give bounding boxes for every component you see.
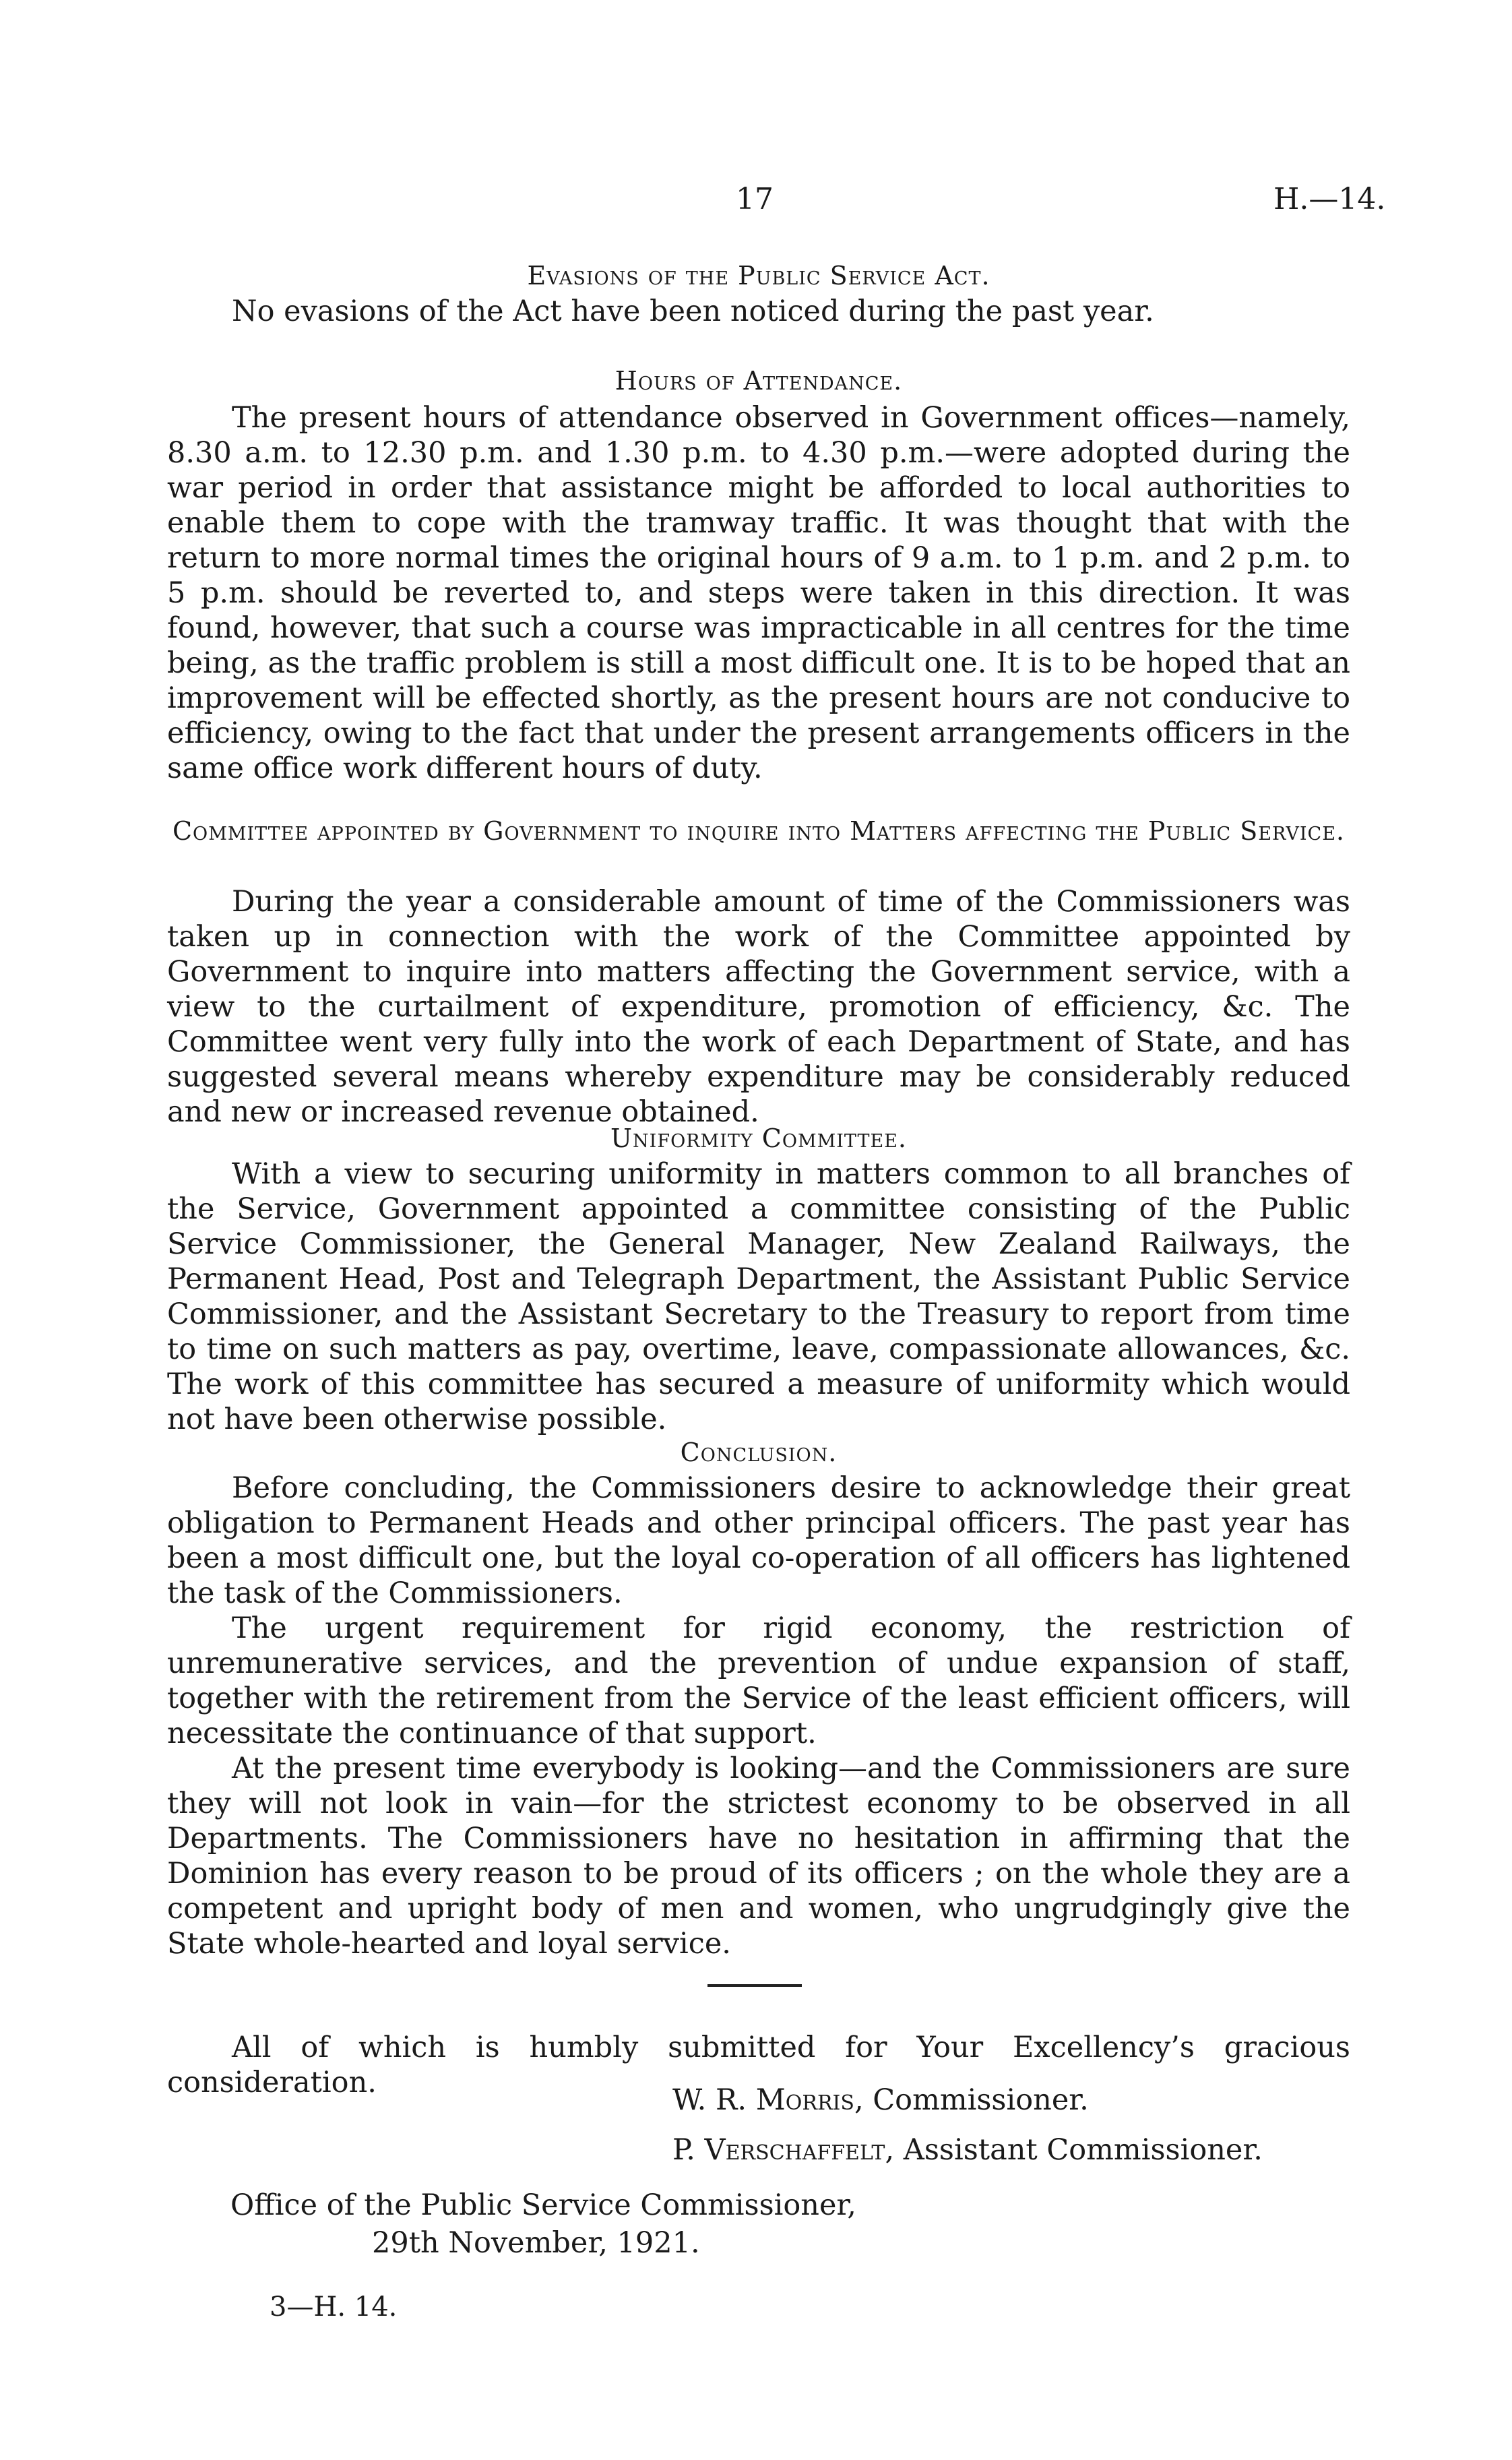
section-conclusion-title: Conclusion. [680,1438,838,1467]
section-conclusion-text-3: At the present time everybody is looking—and the Commissioners are sure they will not look in vain—for the strictest economy to be observed in all Departments. The Commissioners have no hesitation in affirming that the Dominion has every reason to be proud of its officers ; on the whole they are a competent and upright body of men and women, who ungrudgingly give the State whole-hearted and loyal service. [167,1752,1350,1961]
office-name: Office of the Public Service Commissioner, [230,2188,856,2222]
section-evasions-text: No evasions of the Act have been noticed during the past year. [232,295,1154,328]
signature-commissioner [672,2083,1089,2118]
signatory-title: , Commissioner. [854,2083,1089,2117]
signatory-name: P. Verschaffelt [672,2133,885,2167]
section-conclusion-text-2: The urgent requirement for rigid economy, the restriction of unremunerative services, and the prevention of undue expansion of staff, together with the retirement from the Service of the least efficient officers, will necessitate the continuance of that support. [167,1611,1350,1750]
office-block [230,2186,856,2262]
section-conclusion-text-1: Before concluding, the Commissioners desire to acknowledge their great obligation to Permanent Heads and other principal officers. The past year has been a most difficult one, but the loyal co-operation of all officers has lightened the task of the Commissioners. [167,1471,1350,1610]
signature-assistant-commissioner [672,2132,1263,2167]
section-evasions-title: Evasions of the Public Service Act. [527,261,990,290]
signatory-name: W. R. Morris [672,2083,854,2117]
section-uniformity-title: Uniformity Committee. [610,1124,907,1153]
section-hours-title: Hours of Attendance. [615,366,903,396]
signatory-title: , Assistant Commissioner. [885,2133,1263,2167]
section-committee-title: Committee appointed by Government to inquire into Matters affecting the Public Service. [172,816,1345,846]
divider-rule [707,1984,802,1987]
page-number: 17 [736,182,774,216]
office-date: 29th November, 1921. [372,2226,700,2260]
section-committee-text: During the year a considerable amount of time of the Commissioners was taken up in connection with the work of the Committee appointed by Government to inquire into matters affecting the Government service, with a view to the curtailment of expenditure, promotion of efficiency, &c. The Committee went very fully into the work of each Department of State, and has suggested several means whereby expenditure may be considerably reduced and new or increased revenue obtained. [167,885,1350,1129]
section-uniformity-text: With a view to securing uniformity in matters common to all branches of the Service, Government appointed a committee consisting of the Public Service Commissioner, the General Manager, New Zealand Railways, the Permanent Head, Post and Telegraph Department, the Assistant Public Service Commissioner, and the Assistant Secretary to the Treasury to report from time to time on such matters as pay, overtime, leave, compassionate allowances, &c. The work of this committee has secured a measure of uniformity which would not have been otherwise possible. [167,1157,1350,1436]
footer-reference: 3—H. 14. [270,2292,398,2323]
section-hours-text: The present hours of attendance observed in Government offices—namely, 8.30 a.m. to 12.30 p.m. and 1.30 p.m. to 4.30 p.m.—were adopted during the war period in order that assistance might be afforded to local authorities to enable them to cope with the tramway traffic. It was thought that with the return to more normal times the original hours of 9 a.m. to 1 p.m. and 2 p.m. to 5 p.m. should be reverted to, and steps were taken in this direction. It was found, however, that such a course was impracticable in all centres for the time being, as the traffic problem is still a most difficult one. It is to be hoped that an improvement will be effected shortly, as the present hours are not conducive to efficiency, owing to the fact that under the present arrangements officers in the same office work different hours of duty. [167,401,1350,785]
document-reference: H.—14. [1273,182,1386,216]
submission-line: All of which is humbly submitted for Your Excellency’s gracious consideration. [167,2031,1350,2099]
